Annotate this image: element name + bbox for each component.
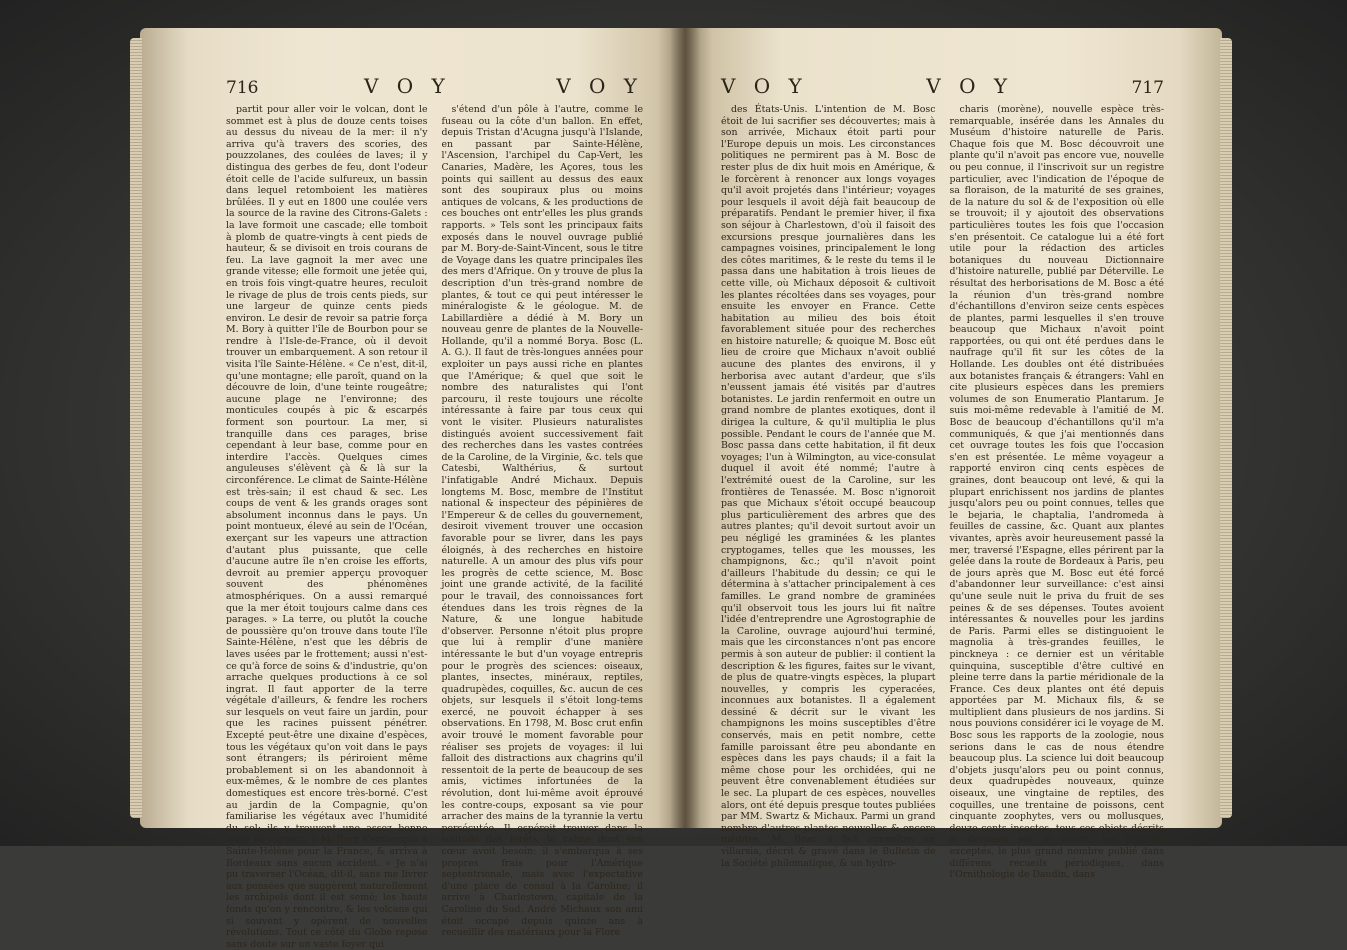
right-page: [685, 28, 1222, 881]
left-page-column-1: [226, 104, 428, 950]
left-page: [140, 28, 685, 950]
left-running-head-a: V O Y: [363, 74, 451, 98]
right-col1-text: des États-Unis. L'intention de M. Bosc étoit de lui sacrifier ses découvertes; mais à son arrivée, Michaux étoit parti pour l'Europe depuis un mois. Les circonstances politiques ne permirent pas à M. Bosc de rester plus de dix huit mois en Amérique, & le forcèrent à renoncer aux longs voyages qu'il avoit projetés dans l'intérieur; voyages pour lesquels il avoit déjà fait beaucoup de préparatifs. Pendant le premier hiver, il fixa son séjour à Charlestown, d'où il faisoit des excursions presque journalières dans les campagnes voisines, principalement le long des côtes maritimes, & le reste du tems il le passa dans une habitation à trois lieues de cette ville, où Michaux déposoit & cultivoit les plantes récoltées dans ses voyages, pour ensuite les envoyer en France. Cette habitation au milieu des bois étoit favorablement située pour des recherches en histoire naturelle; & quoique M. Bosc eût lieu de croire que Michaux n'avoit oublié aucune des plantes des environs, il y herborisa avec autant d'ardeur, que s'ils n'eussent jamais été visités par d'autres botanistes. Le jardin renfermoit en outre un grand nombre de plantes exotiques, dont il dirigea la culture, & qu'il multiplia le plus possible. Pendant le cours de l'année que M. Bosc passa dans cette habitation, il fit deux voyages; l'un à Wilmington, au vice-consulat duquel il avoit été nommé; l'autre à l'extrémité ouest de la Caroline, sur les frontières de Tenassée. M. Bosc n'ignoroit pas que Michaux s'étoit occupé beaucoup plus particulièrement des arbres que des autres plantes; qu'il devoit surtout avoir un peu négligé les graminées & les plantes cryptogames, telles que les mousses, les champignons, &c.; qu'il n'avoit point d'ailleurs l'habitude du dessin; ce qui le détermina à s'attacher principalement à ces familles. Le grand nombre de graminées qu'il observoit tous les jours lui fit naître l'idée d'entreprendre une Agrostographie de la Caroline, ouvrage aujourd'hui terminé, mais que les circonstances n'ont pas encore permis à son auteur de publier: il contient la description & les figures, faites sur le vivant, de plus de quatre-vingts espèces, la plupart nouvelles, y compris les cyperacées, inconnues aux botanistes. Il a également dessiné & décrit sur le vivant les champignons les moins susceptibles d'être conservés, mais en petit nombre, cette famille paroissant être peu abondante en espèces dans les pays chauds; il a fait la même chose pour les orchidées, qui ne peuvent être convenablement étudiées sur le sec. La plupart de ces espèces, nouvelles alors, ont été depuis presque toutes publiées par MM. Swartz & Michaux. Parmi un grand nombre d'autres plantes nouvelles & encore inédites, M. Bosc a fait connoître un villarsia, décrit & gravé dans le Bulletin de la Société philomatique, & un hydro-: [721, 104, 936, 869]
right-page-column-1: [721, 104, 936, 881]
right-page-column-2: [950, 104, 1165, 881]
right-page-edges: [1220, 38, 1232, 818]
left-col1-text: partit pour aller voir le volcan, dont le sommet est à plus de douze cents toises au dessus du niveau de la mer: il n'y arriva qu'à travers des scories, des pouzzolanes, des coulées de laves; il y distingua des gerbes de feu, dont l'odeur étoit celle de l'acide sulfureux, un bassin dans lequel retomboient les matières brûlées. Il y eut en 1800 une coulée vers la source de la ravine des Citrons-Galets : la lave formoit une cascade; elle tomboit à plomb de quatre-vingts à cent pieds de hauteur, & se divisoit en trois courans de feu. La lave gagnoit la mer avec une grande vitesse; elle formoit une jetée qui, en trois fois vingt-quatre heures, reculoit le rivage de plus de trois cents pieds, sur une largeur de quinze cents pieds environ. Le desir de revoir sa patrie força M. Bory à quitter l'île de Bourbon pour se rendre à l'Isle-de-France, où il devoit trouver un embarquement. A son retour il visita l'île Sainte-Hélène. « Ce n'est, dit-il, qu'une montagne; elle paroît, quand on la découvre de loin, d'une teinte rougeâtre; aucune plage ne l'environne; des monticules coupés à pic & escarpés forment son pourtour. La mer, si tranquille dans ces parages, brise cependant à leur base, comme pour en interdire l'accès. Quelques cimes anguleuses s'élèvent çà & là sur la circonférence. Le climat de Sainte-Hélène est très-sain; il est chaud & sec. Les coups de vent & les grands orages sont absolument inconnus dans le pays. Un point montueux, élevé au sein de l'Océan, exerçant sur les vapeurs une attraction d'autant plus puissante, que celle d'aucune autre île n'en croise les efforts, devroit au premier apperçu provoquer souvent des phénomènes atmosphériques. On a aussi remarqué que la mer étoit toujours calme dans ces parages. » La terre, ou plutôt la couche de poussière qu'on trouve dans toute l'île Sainte-Hélène, n'est que les débris de laves usées par le frottement; aussi n'est-ce qu'à force de soins & d'industrie, qu'on arrache quelques productions à ce sol ingrat. Il faut apporter de la terre végétale d'ailleurs, & fendre les rochers sur lesquels on veut faire un jardin, pour que les racines puissent pénétrer. Excepté peut-être une dixaine d'espèces, tous les végétaux qu'on voit dans le pays sont étrangers; ils périroient même probablement si on les abandonnoit à eux-mêmes, & le nombre de ces plantes domestiques est encore très-borné. C'est au jardin de la Compagnie, qu'on familiarise les végétaux avec l'humidité du sol; ils y trouvent une assez bonne terre de rapport. » M. Bory s'embarqua à Sainte-Hélène pour la France, & arriva à Bordeaux sans aucun accident. « Je n'ai pu traverser l'Océan, dit-il, sans me livrer aux pensées que suggèrent naturellement les archipels dont il est semé; les hauts fonds qu'on y rencontre, & les volcans qui si souvent y opèrent de nouvelles révolutions. Tout ce côté du Globe repose sans doute sur un vaste foyer qui: [226, 104, 428, 950]
right-page-columns: [721, 104, 1164, 881]
left-page-columns: [226, 104, 643, 950]
left-running-head-b: V O Y: [556, 74, 643, 98]
book-gutter: [670, 28, 700, 828]
right-page-number: 717: [1131, 78, 1164, 98]
left-page-edges: [130, 38, 142, 818]
left-col2-text: s'étend d'un pôle à l'autre, comme le fuseau ou la côte d'un ballon. En effet, depuis Tristan d'Acugna jusqu'à l'Islande, en passant par Sainte-Hélène, l'Ascension, l'archipel du Cap-Vert, les Canaries, Madère, les Açores, tous les points qui saillent au dessus des eaux sont des soupiraux plus ou moins antiques de volcans, & les productions de ces bouches ont entr'elles les plus grands rapports. » Tels sont les principaux faits exposés dans le nouvel ouvrage publié par M. Bory-de-Saint-Vincent, sous le titre de Voyage dans les quatre principales îles des mers d'Afrique. On y trouve de plus la description d'un très-grand nombre de plantes, & tout ce qui peut intéresser le minéralogiste & le géologue. M. de Labillardière a dédié à M. Bory un nouveau genre de plantes de la Nouvelle-Hollande, qu'il a nommé Borya. Bosc (L. A. G.). Il faut de très-longues années pour exploiter un pays aussi riche en plantes que l'Amérique; & quel que soit le nombre des naturalistes qui l'ont parcouru, il reste toujours une récolte intéressante à faire par tous ceux qui vont le visiter. Plusieurs naturalistes distingués avoient successivement fait des recherches dans les vastes contrées de la Caroline, de la Virginie, &c. tels que Catesbi, Walthérius, & surtout l'infatigable André Michaux. Depuis longtems M. Bosc, membre de l'Institut national & inspecteur des pépinières de l'Empereur & de celles du gouvernement, desiroit vivement trouver une occasion favorable pour se livrer, dans les pays éloignés, à des recherches en histoire naturelle. A un amour des plus vifs pour les progrès de cette science, M. Bosc joint une grande activité, de la facilité pour le travail, des connoissances fort étendues dans les trois règnes de la Nature, & une longue habitude d'observer. Personne n'étoit plus propre que lui à remplir d'une manière intéressante le but d'un voyage entrepris pour le progrès des sciences: oiseaux, plantes, insectes, minéraux, reptiles, quadrupèdes, coquilles, &c. aucun de ces objets, sur lesquels il s'étoit long-tems exercé, ne pouvoit échapper à ses observations. En 1798, M. Bosc crut enfin avoir trouvé le moment favorable pour réaliser ses projets de voyages: il lui falloit des distractions aux chagrins qu'il ressentoit de la perte de beaucoup de ses amis, victimes infortunées de la révolution, dont lui-même avoit éprouvé les contre-coups, exposant sa vie pour arracher des mains de la tyrannie la vertu persécutée. Il espéroit trouver dans la solitude des forêts, le calme dont son cœur avoit besoin: il s'embarqua à ses propres frais pour l'Amérique septentrionale, mais avec l'expectative d'une place de consul à la Caroline; il arrive à Charlestown, capitale de la Caroline du Sud. André Michaux son ami étoit occupé depuis quinze ans à recueillir des matériaux pour la Flore: [441, 104, 643, 939]
open-book: [140, 28, 1222, 950]
right-page-header: [721, 74, 1164, 98]
right-running-head-a: V O Y: [721, 74, 808, 98]
left-page-header: [226, 74, 643, 98]
left-page-number: 716: [226, 78, 259, 98]
right-col2-text: charis (morène), nouvelle espèce très-remarquable, insérée dans les Annales du Muséum d'histoire naturelle de Paris. Chaque fois que M. Bosc découvroit une plante qu'il n'avoit pas encore vue, nouvelle ou peu connue, il l'inscrivoit sur un registre particulier, avec l'indication de l'époque de sa floraison, de la maturité de ses graines, de la nature du sol & de l'exposition où elle se trouvoit; il y ajoutoit des observations particulières toutes les fois que l'occasion s'en présentoit. Ce catalogue lui a été fort utile pour la rédaction des articles botaniques du nouveau Dictionnaire d'histoire naturelle, publié par Déterville. Le résultat des herborisations de M. Bosc a été la réunion d'un très-grand nombre d'échantillons d'environ seize cents espèces de plantes, parmi lesquelles il s'en trouve beaucoup que Michaux n'avoit point rapportées, ou qui ont été perdues dans le naufrage qu'il fit sur les côtes de la Hollande. Les doubles ont été distribuées aux botanistes français & étrangers: Vahl en cite plusieurs espèces dans les premiers volumes de son Enumeratio Plantarum. Je suis moi-même redevable à l'amitié de M. Bosc de beaucoup d'échantillons qu'il m'a communiqués, & que j'ai mentionnés dans cet ouvrage toutes les fois que l'occasion s'en est présentée. Le même voyageur a rapporté environ cinq cents espèces de graines, dont beaucoup ont levé, & qui la plupart enrichissent nos jardins de plantes jusqu'alors peu ou point connues, telles que le bejaria, le chaptalia, l'andromeda à feuilles de cassine, &c. Quant aux plantes vivantes, après avoir heureusement passé la mer, traversé l'Espagne, elles périrent par la gelée dans la route de Bordeaux à Paris, peu de jours après que M. Bosc eut été forcé d'abandonner leur surveillance: c'est ainsi qu'une seule nuit le priva du fruit de ses peines & de ses dépenses. Toutes avoient intéressantes & nouvelles pour les jardins de Paris. Parmi elles se distinguoient le magnolia à très-grandes feuilles, le pinckneya : ce dernier est un véritable quinquina, susceptible d'être cultivé en pleine terre dans la partie méridionale de la France. Ces deux plantes ont été depuis apportées par M. Michaux fils, & se multiplient dans plusieurs de nos jardins. Si nous pouvions considérer ici le voyage de M. Bosc sous les rapports de la zoologie, nous serions dans le cas de nous étendre beaucoup plus. La science lui doit beaucoup d'objets jusqu'alors peu ou point connus, deux quadrupèdes nouveaux, quinze oiseaux, une vingtaine de reptiles, des coquilles, une trentaine de poissons, cent cinquante zoophytes, vers ou mollusques, douze cents insectes, tous ces objets décrits & dessinés sur le vivant; les insectes exceptés, le plus grand nombre publié dans différens recueils périodiques, dans l'Ornithologie de Daudin, dans: [949, 104, 1164, 881]
right-running-head-b: V O Y: [926, 74, 1014, 98]
left-page-column-2: [442, 104, 644, 950]
